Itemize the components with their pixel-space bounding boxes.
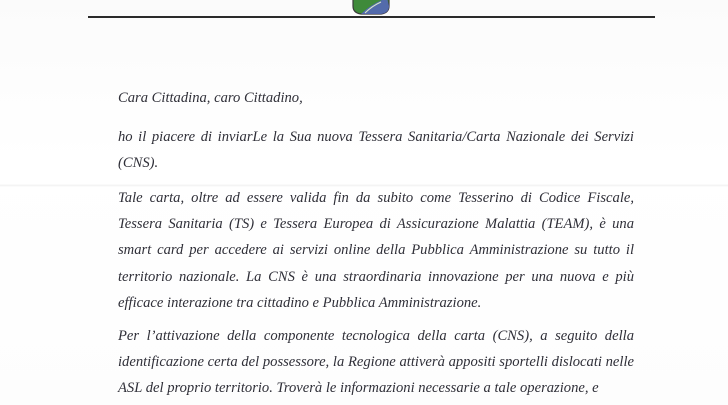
region-emblem-icon	[351, 0, 391, 15]
letter-paragraph-1: ho il piacere di inviarLe la Sua nuova Tessera Sanitaria/Carta Nazionale dei Servizi (CNS).	[118, 129, 634, 172]
header-rule	[88, 16, 655, 18]
letter-paragraph-2: Tale carta, oltre ad essere valida fin da subito come Tesserino di Codice Fiscale, Tessera Sanitaria (TS) e Tessera Europea di Assicurazione Malattia (TEAM), è una smart card per accedere ai servizi online della Pubblica Amministrazione su tutto il territorio nazionale. La CNS è una straordinaria innovazione per una nuova e più efficace interazione tra cittadino e Pubblica Amministrazione.	[118, 190, 634, 311]
letter-paragraph-3: Per l’attivazione della componente tecnologica della carta (CNS), a seguito della identificazione certa del possessore, la Regione attiverà appositi sportelli dislocati nelle ASL del proprio territorio. Troverà le informazioni necessarie a tale operazione, e	[118, 328, 634, 397]
letter-greeting: Cara Cittadina, caro Cittadino,	[118, 90, 303, 106]
